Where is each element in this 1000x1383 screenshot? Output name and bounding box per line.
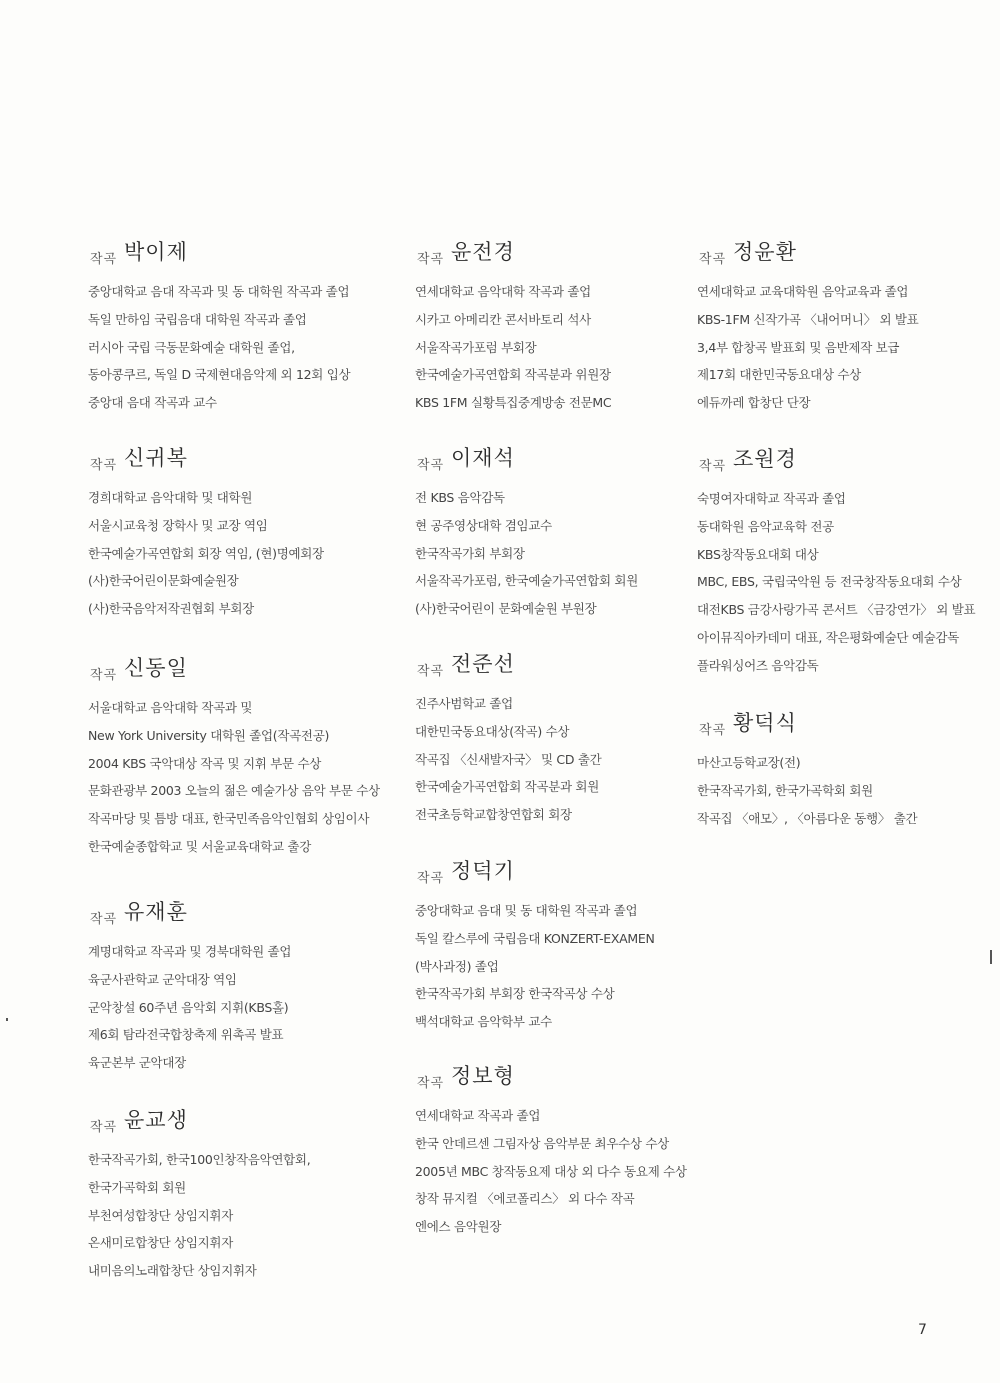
profile-heading: [697, 707, 917, 741]
career-line: 서울시교육청 장학사 및 교장 역임: [88, 517, 268, 533]
profile-name: 신귀복: [124, 446, 188, 470]
profile-heading: [88, 652, 380, 686]
profile-career-list: [415, 897, 655, 1036]
career-line: 서울작곡가포럼, 한국예술가곡연합회 회원: [415, 573, 638, 589]
profile-role: 작곡: [90, 912, 118, 927]
career-line: 한국예술가곡연합회 회장 역임, (현)명예회장: [88, 545, 324, 561]
profile-card: [697, 443, 975, 680]
scan-mark: [6, 1018, 8, 1021]
profile-name: 정덕기: [451, 859, 515, 883]
career-line: 한국작곡가회, 한국100인창작음악연합회,: [88, 1152, 311, 1167]
career-line: (사)한국음악저작권협회 부회장: [88, 601, 254, 617]
career-line: 대전KBS 금강사랑가곡 콘서트 〈금강연가〉 외 발표: [697, 602, 976, 618]
career-line: 중앙대학교 음대 작곡과 및 동 대학원 작곡과 졸업: [88, 284, 350, 299]
profile-card: [697, 707, 917, 832]
career-line: 엔에스 음악원장: [415, 1219, 502, 1235]
scan-mark: [990, 950, 992, 964]
profile-heading: [415, 855, 655, 889]
profile-career-list: [697, 278, 918, 417]
profile-role: 작곡: [699, 252, 727, 267]
career-line: 에듀까레 합창단 단장: [697, 395, 811, 411]
profile-card: [415, 855, 655, 1036]
career-line: 전 KBS 음악감독: [415, 490, 505, 505]
profile-name: 이재석: [451, 446, 515, 470]
profile-role: 작곡: [417, 871, 445, 886]
profile-role: 작곡: [417, 1076, 445, 1091]
page-number: 7: [918, 1322, 927, 1338]
career-line: 중앙대학교 음대 및 동 대학원 작곡과 졸업: [415, 903, 638, 918]
profile-heading: [697, 236, 918, 270]
career-line: 육군사관학교 군악대장 역임: [88, 971, 237, 987]
career-line: 플라워싱어즈 음악감독: [697, 657, 819, 673]
career-line: 독일 만하임 국립음대 대학원 작곡과 졸업: [88, 311, 307, 327]
profile-card: [415, 236, 611, 417]
career-line: 백석대학교 음악학부 교수: [415, 1014, 552, 1030]
career-line: (사)한국어린이 문화예술원 부원장: [415, 601, 597, 617]
career-line: 한국작곡가회, 한국가곡학회 회원: [697, 782, 873, 798]
career-line: 문화관광부 2003 오늘의 젊은 예술가상 음악 부문 수상: [88, 783, 380, 799]
career-line: New York University 대학원 졸업(작곡전공): [88, 727, 330, 743]
profile-card: [697, 236, 918, 417]
career-line: 한국예술가곡연합회 작곡분과 회원: [415, 779, 599, 795]
career-line: 서울대학교 음악대학 작곡과 및: [88, 700, 253, 715]
profile-heading: [415, 648, 601, 682]
career-line: 한국예술가곡연합회 작곡분과 위원장: [415, 367, 611, 383]
profile-name: 유재훈: [124, 900, 188, 924]
career-line: MBC, EBS, 국립국악원 등 전국창작동요대회 수상: [697, 574, 962, 590]
profile-role: 작곡: [90, 668, 118, 683]
profile-career-list: [88, 694, 380, 861]
profile-card: [88, 1104, 310, 1285]
profile-career-list: [88, 278, 350, 417]
profile-heading: [415, 1060, 687, 1094]
career-line: 육군본부 군악대장: [88, 1055, 186, 1071]
career-line: 제6회 탐라전국합창축제 위촉곡 발표: [88, 1027, 284, 1043]
career-line: 연세대학교 작곡과 졸업: [415, 1108, 541, 1123]
career-line: 진주사범학교 졸업: [415, 696, 513, 711]
career-line: 한국예술종합학교 및 서울교육대학교 출강: [88, 838, 311, 854]
career-line: 시카고 아메리칸 콘서바토리 석사: [415, 311, 591, 327]
profile-heading: [88, 236, 350, 270]
profile-name: 윤전경: [451, 240, 515, 264]
profile-name: 조원경: [733, 447, 797, 471]
profile-name: 박이제: [124, 240, 188, 264]
profile-role: 작곡: [699, 459, 727, 474]
career-line: 러시아 국립 극동문화예술 대학원 졸업,: [88, 339, 295, 355]
career-line: 한국작곡가회 부회장 한국작곡상 수상: [415, 986, 615, 1002]
career-line: 동아콩쿠르, 독일 D 국제현대음악제 외 12회 입상: [88, 367, 351, 383]
profile-role: 작곡: [417, 252, 445, 267]
career-line: 동대학원 음악교육학 전공: [697, 518, 834, 534]
profile-name: 황덕식: [733, 711, 797, 735]
profile-name: 전준선: [451, 652, 515, 676]
career-line: 2004 KBS 국악대상 작곡 및 지휘 부문 수상: [88, 755, 321, 771]
career-line: 경희대학교 음악대학 및 대학원: [88, 490, 253, 505]
career-line: 숙명여자대학교 작곡과 졸업: [697, 491, 846, 506]
profile-career-list: [415, 484, 638, 623]
profile-card: [415, 442, 638, 623]
profile-role: 작곡: [90, 1120, 118, 1135]
profile-card: [415, 648, 601, 829]
profile-heading: [415, 236, 611, 270]
profile-card: [88, 652, 380, 861]
career-line: 전국초등학교합창연합회 회장: [415, 807, 572, 823]
career-line: 창작 뮤지컬 〈에코폴리스〉 외 다수 작곡: [415, 1191, 635, 1207]
career-line: KBS-1FM 신작가곡 〈내어머니〉 외 발표: [697, 311, 919, 327]
profile-career-list: [415, 690, 601, 829]
career-line: (박사과정) 졸업: [415, 958, 499, 974]
profile-name: 정보형: [451, 1064, 515, 1088]
profile-card: [415, 1060, 687, 1241]
profile-heading: [88, 1104, 310, 1138]
career-line: 계명대학교 작곡과 및 경북대학원 졸업: [88, 944, 292, 959]
career-line: 독일 칼스루에 국립음대 KONZERT-EXAMEN: [415, 930, 655, 946]
profile-role: 작곡: [417, 458, 445, 473]
career-line: 연세대학교 음악대학 작곡과 졸업: [415, 284, 591, 299]
career-line: 내미음의노래합창단 상임지휘자: [88, 1263, 257, 1279]
career-line: 3,4부 합창곡 발표회 및 음반제작 보급: [697, 339, 900, 355]
career-line: (사)한국어린이문화예술원장: [88, 573, 239, 589]
career-line: 2005년 MBC 창작동요제 대상 외 다수 동요제 수상: [415, 1163, 687, 1179]
career-line: 마산고등학교장(전): [697, 755, 801, 770]
career-line: 작곡마당 및 틈방 대표, 한국민족음악인협회 상임이사: [88, 811, 370, 827]
profile-name: 정윤환: [733, 240, 797, 264]
profile-heading: [88, 896, 291, 930]
career-line: KBS창작동요대회 대상: [697, 546, 819, 562]
profile-role: 작곡: [417, 664, 445, 679]
profile-card: [88, 236, 350, 417]
profile-heading: [415, 442, 638, 476]
career-line: 연세대학교 교육대학원 음악교육과 졸업: [697, 284, 909, 299]
profile-role: 작곡: [699, 723, 727, 738]
profile-career-list: [415, 1102, 687, 1241]
profile-career-list: [415, 278, 611, 417]
career-line: 한국작곡가회 부회장: [415, 545, 525, 561]
career-line: 현 공주영상대학 겸임교수: [415, 517, 552, 533]
career-line: 중앙대 음대 작곡과 교수: [88, 395, 217, 411]
profile-card: [88, 896, 291, 1077]
profile-name: 신동일: [124, 656, 188, 680]
career-line: 서울작곡가포럼 부회장: [415, 339, 537, 355]
career-line: 작곡집 〈신새발자국〉 및 CD 출간: [415, 751, 602, 767]
career-line: 한국가곡학회 회원: [88, 1179, 186, 1195]
profile-career-list: [88, 484, 324, 623]
profile-card: [88, 442, 324, 623]
profile-heading: [88, 442, 324, 476]
career-line: 아이뮤직아카데미 대표, 작은평화예술단 예술감독: [697, 629, 959, 645]
career-line: 작곡집 〈애모〉, 〈아름다운 동행〉 출간: [697, 810, 918, 826]
career-line: 대한민국동요대상(작곡) 수상: [415, 723, 570, 739]
profile-role: 작곡: [90, 458, 118, 473]
career-line: 부천여성합창단 상임지휘자: [88, 1207, 233, 1223]
profile-career-list: [88, 938, 291, 1077]
profile-career-list: [697, 749, 917, 832]
career-line: 온새미로합창단 상임지휘자: [88, 1235, 233, 1251]
profile-role: 작곡: [90, 252, 118, 267]
career-line: 군악창설 60주년 음악회 지휘(KBS홀): [88, 999, 289, 1015]
profile-name: 윤교생: [124, 1108, 188, 1132]
career-line: 한국 안데르센 그림자상 음악부문 최우수상 수상: [415, 1135, 669, 1151]
profile-career-list: [88, 1146, 310, 1285]
profile-heading: [697, 443, 975, 477]
career-line: KBS 1FM 실황특집중계방송 전문MC: [415, 395, 612, 411]
profile-career-list: [697, 485, 975, 680]
career-line: 제17회 대한민국동요대상 수상: [697, 367, 861, 383]
